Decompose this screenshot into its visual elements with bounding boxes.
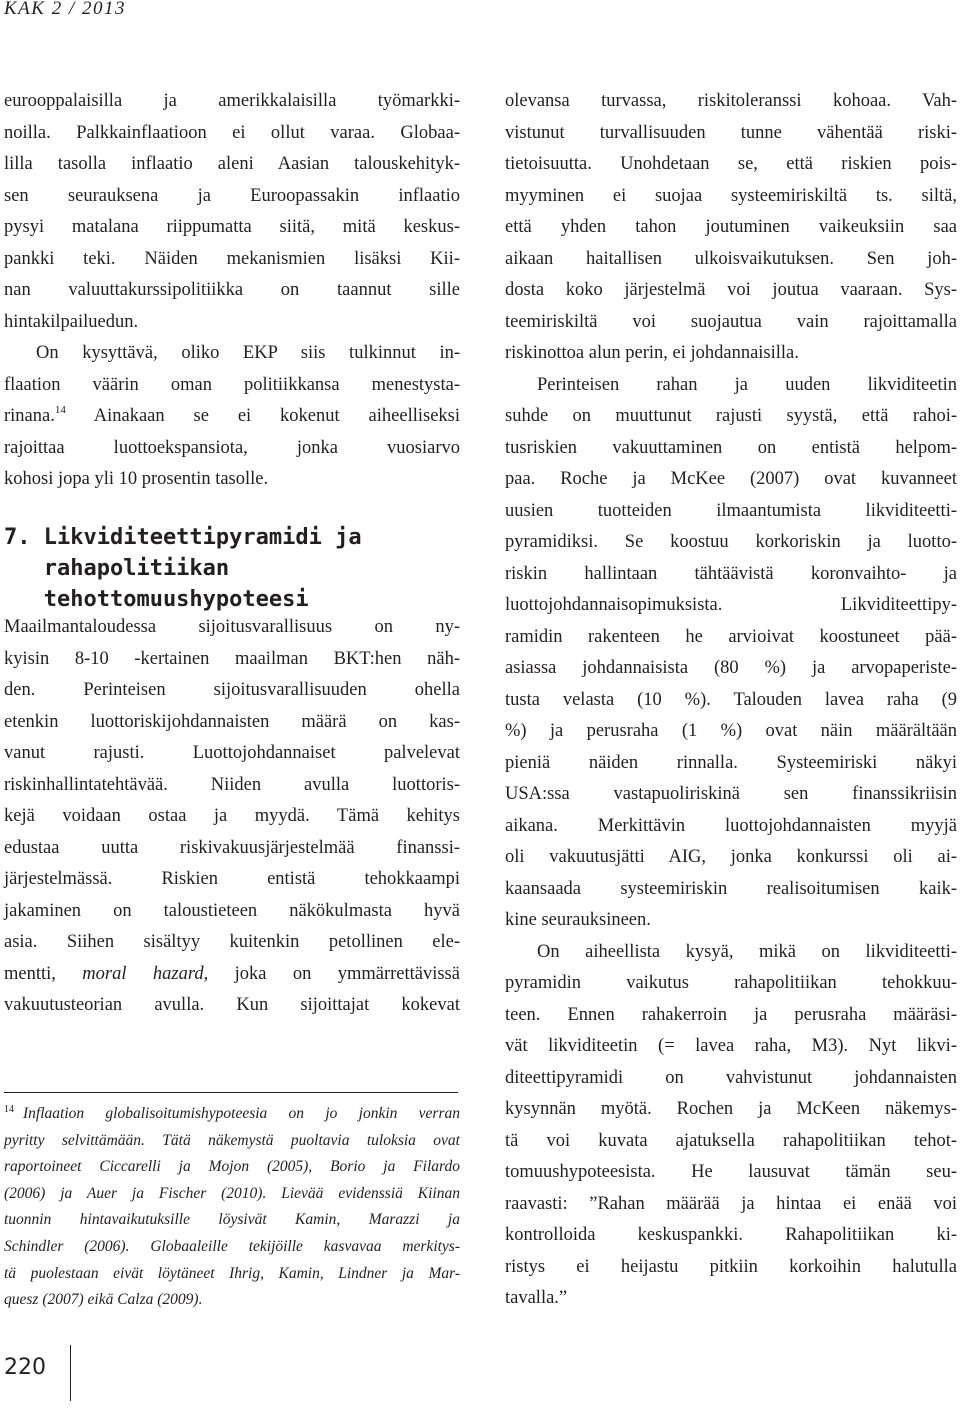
text-line: paa. Roche ja McKee (2007) ovat kuvanneet [505,469,957,489]
text-line: tomuushypoteesista. He lausuvat tämän seu- [505,1162,957,1182]
text-line: aikana. Merkittävin luottojohdannaisten myyjä [505,815,957,836]
left-column-section [4,612,460,1022]
footnote-line: tä puolestaan eivät löytäneet Ihrig, Kamin, Lindner ja Mar- [4,1264,460,1282]
section-heading [4,522,460,615]
heading-line: 7. Likviditeettipyramidi ja [4,525,362,550]
text-line: eurooppalaisilla ja amerikkalaisilla työmarkki- [4,91,460,111]
text-line: den. Perinteisen sijoitusvarallisuuden ohella [4,680,460,700]
text-line: tietoisuutta. Unohdetaan se, että riskien pois- [505,154,957,174]
text-line: hintakilpailuedun. [4,311,139,332]
footnote [4,1101,460,1314]
footnote-divider [4,1092,458,1093]
heading-line: rahapolitiikan [4,556,230,581]
paragraph-2 [4,338,460,496]
text-line: asia. Siihen sisältyy kuitenkin petollinen ele- [4,932,460,952]
text-line: järjestelmässä. Riskien entistä tehokkaampi [4,869,460,889]
text-line: kaansaada systeemiriskin realisoitumisen kaik- [505,878,957,899]
text-fragment: rinana. [4,406,55,426]
text-line: pankki teki. Näiden mekanismien lisäksi Kii- [4,248,460,269]
text-line: kine seurauksineen. [505,910,651,930]
text-line: ristys ei heijastu pitkiin korkoihin halutulla [505,1256,957,1277]
paragraph-5 [505,370,957,937]
text-line: kysynnän myötä. Rochen ja McKeen näkemys- [505,1099,957,1119]
text-line: riskin hallintaan tähtäävistä koronvaihto- ja [505,563,957,584]
text-line: suhde on muuttunut rajusti syystä, että rahoi- [505,406,957,426]
page-number: 220 [4,1355,46,1380]
footnote-line: (2006) ja Auer ja Fischer (2010). Lievää evidenssiä Kiinan [4,1184,460,1202]
text-line: aikaan haitallisen ulkoisvaikutuksen. Sen joh- [505,248,957,269]
paragraph-6 [505,937,957,1315]
text-line: pyramidin vaikutus rahapolitiikan tehokkuu- [505,973,957,993]
page-number-divider [70,1345,71,1401]
text-line: On kysyttävä, oliko EKP siis tulkinnut in- [36,343,460,363]
text-line: dosta koko järjestelmä voi joutua vaaraan. Sys- [505,280,957,300]
text-line: vanut rajusti. Luottojohdannaiset palvelevat [4,743,460,763]
text-line: vakuutusteorian avulla. Kun sijoittajat kokevat [4,995,460,1015]
paragraph-3 [4,612,460,1022]
text-fragment: Ainakaan se ei kokenut aiheelliseksi [65,406,460,426]
text-line: noilla. Palkkainflaatioon ei ollut varaa. Globaa- [4,122,460,143]
text-line: tusriskien vakuuttaminen on entistä helpom- [505,437,957,458]
text-line: myyminen ei suojaa systeemiriskiltä ts. siltä, [505,185,957,206]
text-fragment: , joka on ymmärrettävissä [203,963,460,984]
text-line: olevansa turvassa, riskitoleranssi kohoaa. Vah- [505,91,957,111]
text-line: On aiheellista kysyä, mikä on likviditeetti- [537,941,957,962]
footnote-line: raportoineet Ciccarelli ja Mojon (2005), Borio ja Filardo [4,1158,460,1176]
text-line [4,959,460,991]
footnote-line: quesz (2007) eikä Calza (2009). [4,1291,203,1309]
heading-line: tehottomuushypoteesi [4,587,309,612]
text-line: riskinhallintatehtävää. Niiden avulla luottoris- [4,774,460,795]
text-line: teemiriskiltä voi suojautua vain rajoittamalla [505,311,957,332]
text-line: pieniä näiden rinnalla. Systeemiriski näkyi [505,752,957,773]
text-fragment: Inflaation globalisoitumishypoteesia on jo jonkin verran [23,1105,460,1122]
text-line: uusien tuotteiden ilmaantumista likviditeetti- [505,500,957,521]
footnote-line: Schindler (2006). Globaaleille tekijöille kasvavaa merkitys- [4,1237,460,1255]
text-line: raavasti: ”Rahan määrää ja hintaa ei enää voi [505,1193,957,1214]
text-line: ramidin rakenteen he arvioivat koostuneet pää- [505,626,957,647]
left-column [4,86,460,496]
text-line: kohosi jopa yli 10 prosentin tasolle. [4,469,269,489]
text-line: vistunut turvallisuuden tunne vähentää riski- [505,122,957,143]
text-line: rajoittaa luottoekspansiota, jonka vuosiarvo [4,437,460,458]
text-line: %) ja perusraha (1 %) ovat näin määrältään [505,721,957,741]
italic-term: moral hazard [82,963,204,984]
footnote-line: tuonnin hintavaikutuksille löysivät Kamin, Marazzi ja [4,1211,460,1229]
text-line: USA:ssa vastapuoliriskinä sen finanssikriisin [505,784,957,804]
text-line: pysyi matalana riippumatta siitä, mitä keskus- [4,217,460,237]
footnote-line [4,1101,460,1128]
text-line: lilla tasolla inflaatio aleni Aasian talouskehityk- [4,154,460,174]
paragraph-1 [4,86,460,338]
text-line: oli vakuutusjätti AIG, jonka konkurssi oli ai- [505,847,957,867]
text-line: Perinteisen rahan ja uuden likviditeetin [537,374,957,395]
paragraph-4 [505,86,957,370]
footnote-reference[interactable]: 14 [54,404,66,416]
text-line [4,401,460,433]
text-line: teen. Ennen rahakerroin ja perusraha määräsi- [505,1004,957,1025]
text-line: diteettipyramidi on vahvistunut johdannaisten [505,1067,957,1088]
text-line: asiassa johdannaisista (80 %) ja arvopaperiste- [505,658,957,678]
text-line: luottojohdannaisopimuksista. Likviditeettipy- [505,595,957,615]
footnote-line: pyritty selvittämään. Tätä näkemystä puoltavia tuloksia ovat [4,1131,460,1149]
text-line: jakaminen on taloustieteen näkökulmasta hyvä [4,900,460,921]
text-fragment: mentti, [4,963,83,984]
text-line: että yhden tahon joutuminen vaikeuksiin saa [505,217,957,237]
text-line: vät likviditeetin (= lavea raha, M3). Nyt likvi- [505,1036,957,1056]
text-line: kejä voidaan ostaa ja myydä. Tämä kehitys [4,806,460,826]
text-line: etenkin luottoriskijohdannaisten määrä on kas- [4,711,460,732]
text-line: flaation väärin oman politiikkansa menestysta- [4,374,460,395]
text-line: tä voi kuvata ajatuksella rahapolitiikan tehot- [505,1130,957,1151]
text-line: edustaa uutta riskivakuusjärjestelmää finanssi- [4,837,460,858]
text-line: sen seurauksena ja Euroopassakin inflaatio [4,185,460,206]
running-header: KAK 2 / 2013 [4,0,126,19]
text-line: kontrolloida keskuspankki. Rahapolitiikan ki- [505,1225,957,1245]
right-column [505,86,957,1315]
footnote-number: 14 [4,1104,14,1115]
text-line: tavalla.” [505,1288,568,1308]
text-line: riskinottoa alun perin, ei johdannaisilla. [505,343,799,363]
text-line: Maailmantaloudessa sijoitusvarallisuus on ny- [4,617,460,637]
text-line: nan valuuttakurssipolitiikka on taannut sille [4,280,460,300]
text-line: pyramidiksi. Se koostuu korkoriskin ja luotto- [505,532,957,552]
text-line: kyisin 8-10 -kertainen maailman BKT:hen näh- [4,648,460,669]
text-line: tusta velasta (10 %). Talouden lavea raha (9 [505,689,957,710]
